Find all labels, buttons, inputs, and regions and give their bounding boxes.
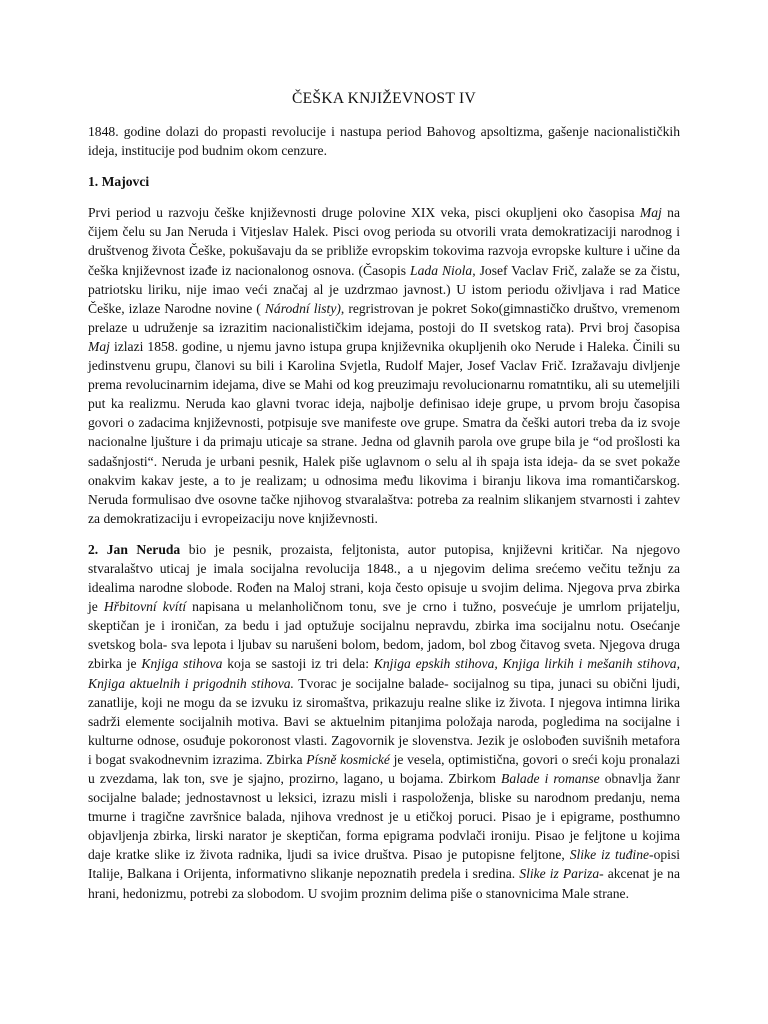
document-page	[88, 90, 680, 903]
paragraph-majovci	[88, 203, 680, 528]
text-run: bio je pesnik, prozaista, feljtonista, autor putopisa, književni kritičar. Na njegovo stvaralaštvo uticaj je imala socijalna revolucija 1848., a u njegovim delima srećemo večitu težnju za idealima narodne slobode. Rođen na Maloj strani, koja često opisuje u svojim delima. Njegova prva zbirka je	[88, 541, 680, 615]
text-run: izlazi 1858. godine, u njemu javno istupa grupa književnika okupljenih oko Nerude i Haleka. Činili su jedinstvenu grupu, članovi su bili i Karolina Svjetla, Rudolf Majer, Josef Vaclav Frič. Izražavaju divljenje prema revolucinarnim idejama, dive se Mahi od kog preuzimaju revolucionarnu romatntiku, ali su utemeljili put ka realizmu. Neruda kao glavni tvorac ideja, najbolje definisao ideje grupe, u prvom broju časopisa govori o zadacima književnosti, potpisuje sve manifeste ove grupe. Smatra da češki autori treba da iz svoje nacionalne ljušture i da primaju uticaje sa strane. Jedna od glavnih parola ove grupe bila je “od prošlosti ka sadašnjosti“. Neruda je urbani pesnik, Halek piše uglavnom o selu al ih spaja ista ideja- da se svet pokaže onakvim kakav jeste, a to je realizam; u odnosima među likovima i biranju likova ima romantičarskog. Neruda formulisao dve osovne tačke njihovog stvaralaštva: potreba za realnim slikanjem stvarnosti i zahtev za demokratizaciju i evropeizaciju nove književnosti.	[88, 338, 680, 526]
document-title: ČEŠKA KNJIŽEVNOST IV	[292, 90, 476, 107]
text-run: Tvorac je socijalne balade- socijalnog su tipa, junaci su obični ljudi, zanatlije, koji ne mogu da se izvuku iz siromaštva, prikazuju realne slike iz života. I njegova intimna lirika sadrži elemente socijalnih motiva. Bavi se aktuelnim pitanjima položaja naroda, pogledima na socijalne i kulturne odnose, osuđuje pokoronost vlasti. Zagovornik je slovenstva. Jezik je oslobođen suvišnih metafora i bogat svakodnevnim izrazima. Zbirka	[88, 675, 680, 767]
text-run: Písně kosmické	[306, 751, 390, 767]
text-run: 2. Jan Neruda	[88, 541, 181, 557]
text-run: Maj	[88, 338, 110, 354]
text-run: -opisi Italije, Balkana i Orijenta, informativno slikanje nepoznatih predela i sredina.	[88, 847, 681, 882]
text-run: Slike iz tuđine	[569, 847, 650, 863]
text-run: obnavlja žanr socijalne balade; jednostavnost u leksici, izrazu misli i raspoloženja, bliske su narodnom predanju, nema tmurne i tragične završnice balada, njihova vrednost je u etičkoj poruci. Pisao je i epigrame, posthumno objavljenja zbirka, lirski narator je skeptičan, forma epigrama podvlači ironiju. Pisao je feljtone u kojima daje kratke slike iz života radnika, ljudi sa ivice društva. Pisao je putopisne feljtone,	[88, 771, 680, 863]
text-run: - akcenat je na hrani, hedonizmu, potrebi za slobodom. U svojim proznim delima piše o stanovnicima Male strane.	[88, 866, 680, 901]
text-run: , Josef Vaclav Frič, zalaže se za čistu, patriotsku liriku, nije imao veći značaj al je uzdrzmao javnost.) U istom periodu oživljava i rad Matice Češke, izlaze Narodne novine (	[88, 262, 680, 316]
text-run: , regristrovan je pokret Soko(gimnastičko društvo, vremenom prelaze u udruženje sa izrazitim nacionalističkim idejama, postoji do II svetskog rata). Prvi broj časopisa	[88, 300, 680, 335]
text-run: Národní listy)	[264, 300, 341, 316]
text-run: Maj	[639, 205, 662, 221]
intro-paragraph: 1848. godine dolazi do propasti revolucije i nastupa period Bahovog apsoltizma, gašenje nacionalističkih ideja, institucije pod budnim okom cenzure.	[88, 124, 680, 159]
text-run: napisana u melanholičnom tonu, sve je crno i tužno, posvećuje je umrlom prijatelju, skeptičan je i ironičan, za bedu i jad optužuje socijalnu nepravdu, zbirka ima socijalnu notu. Osećanje svetskog bola- sva lepota i ljubav su narušeni bolom, bedom, jadom, bol zbog čitavog sveta. Njegova druga zbirka je	[88, 599, 680, 672]
text-run: Hřbitovní kvítí	[103, 599, 187, 615]
text-run: Knjiga epskih stihova, Knjiga lirkih i mešanih stihova, Knjiga aktuelnih i prigodnih stihova.	[88, 656, 680, 691]
text-run: Knjiga stihova	[141, 656, 223, 672]
text-run: koja se sastoji iz tri dela:	[222, 656, 374, 672]
text-run: na čijem čelu su Jan Neruda i Vitjeslav Halek. Pisci ovog perioda su otvorili vrata demokratizaciji narodnog i društvenog života Češke, pokušavaju da se približe evropskim tokovima razvoja evropske kulture i učine da češka književnost izađe iz nacionalonog osnova. (Časopis	[88, 205, 680, 278]
paragraph-jan-neruda	[88, 540, 680, 903]
text-run: Prvi period u razvoju češke književnosti druge polovine XIX veka, pisci okupljeni oko časopisa	[88, 205, 640, 221]
section-heading-majovci: 1. Majovci	[88, 174, 150, 190]
text-run: Balade i romanse	[501, 771, 600, 786]
text-run: Slike iz Pariza	[519, 866, 600, 882]
text-run: Lada Niola	[410, 262, 473, 278]
text-run: je vesela, optimistična, govori o sreći koju pronalazi u zvezdama, lak ton, sve je sjajno, prozirno, lagano, u bojama. Zbirkom	[88, 751, 680, 786]
